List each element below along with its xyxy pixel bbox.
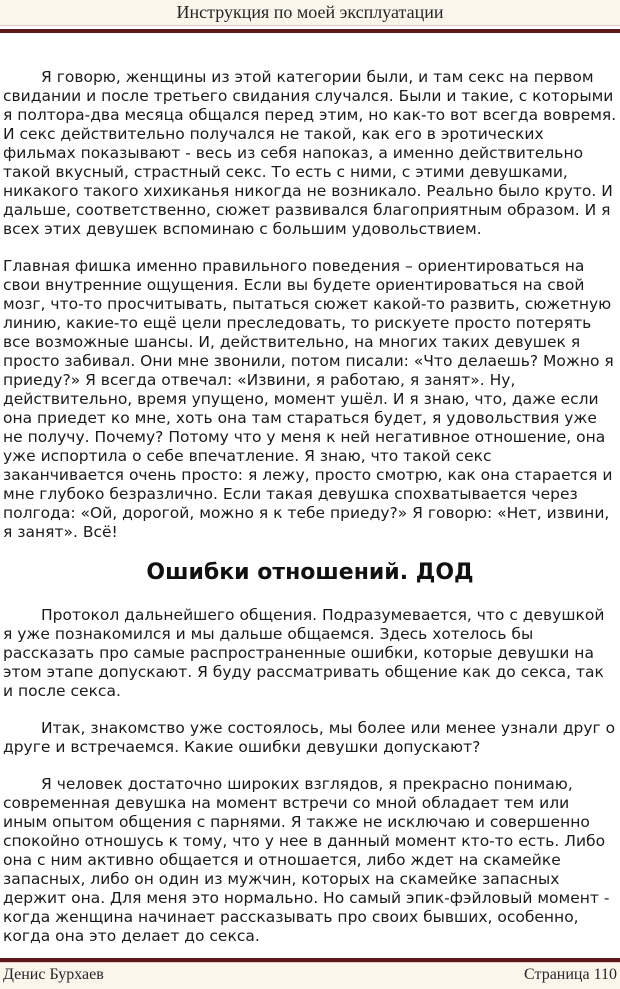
body-paragraph: Я говорю, женщины из этой категории были, и там секс на первом свидании и после третьего свидания случался. Были и такие, с которыми я полтора-два месяца общался перед этим, но как-то вот всегда вовремя. И секс действительно получался не такой, как его в эротических фильмах показывают - весь из себя напоказ, а именно действительно такой вкусный, страстный секс. То есть с ними, с этими девушками, никакого такого хихиканья никогда не возникало. Реально было круто. И дальше, соответственно, сюжет развивался благоприятным образом. И я всех этих девушек вспоминаю с большим удовольствием. <box>3 68 617 238</box>
footer-author: Денис Бурхаев <box>3 966 104 983</box>
body-paragraph: Протокол дальнейшего общения. Подразумевается, что с девушкой я уже познакомился и мы дальше общаемся. Здесь хотелось бы рассказать про самые распространенные ошибки, которые девушки на этом этапе допускают. Я буду рассматривать общение как до секса, так и после секса. <box>3 606 605 700</box>
running-title: Инструкция по моей эксплуатации <box>176 2 444 22</box>
footer-page-number: Страница 110 <box>524 966 617 983</box>
body-paragraph: Главная фишка именно правильного поведения – ориентироваться на свои внутренние ощущения. Если вы будете ориентироваться на свой мозг, что-то просчитывать, пытаться сюжет какой-то развить, сюжетную линию, какие-то ещё цели преследовать, то рискуете просто потерять все возможные шансы. И, действительно, на многих таких девушек я просто забивал. Они мне звонили, потом писали: «Что делаешь? Можно я приеду?» Я всегда отвечал: «Извини, я работаю, я занят». Ну, действительно, время упущено, момент ушёл. И я знаю, что, даже если она приедет ко мне, хоть она там стараться будет, я удовольствия уже не получу. Почему? Потому что у меня к ней негативное отношение, она уже испортила о себе впечатление. Я знаю, что такой секс заканчивается очень просто: я лежу, просто смотрю, как она старается и мне глубоко безразлично. Если такая девушка спохватывается через полгода: «Ой, дорогой, можно я к тебе приеду?» Я говорю: «Нет, извини, я занят». Всё! <box>3 257 614 541</box>
body-paragraph: Я человек достаточно широких взглядов, я прекрасно понимаю, современная девушка на момент встречи со мной обладает тем или иным опытом общения с парнями. Я также не исключаю и совершенно спокойно отношусь к тому, что у нее в данный момент кто-то есть. Либо она с ним активно общается и отношается, либо ждет на скамейке запасных, либо он один из мужчин, которых на скамейке запасных держит она. Для меня это нормально. Но самый эпик-фэйловый момент - когда женщина начинает рассказывать про своих бывших, особенно, когда она это делает до секса. <box>3 775 610 945</box>
section-heading: Ошибки отношений. ДОД <box>146 560 474 585</box>
body-paragraph: Итак, знакомство уже состоялось, мы более или менее узнали друг о друге и встречаемся. Какие ошибки девушки допускают? <box>3 719 616 756</box>
page-footer <box>0 963 620 989</box>
page-body <box>0 33 620 958</box>
page-header <box>0 0 620 25</box>
